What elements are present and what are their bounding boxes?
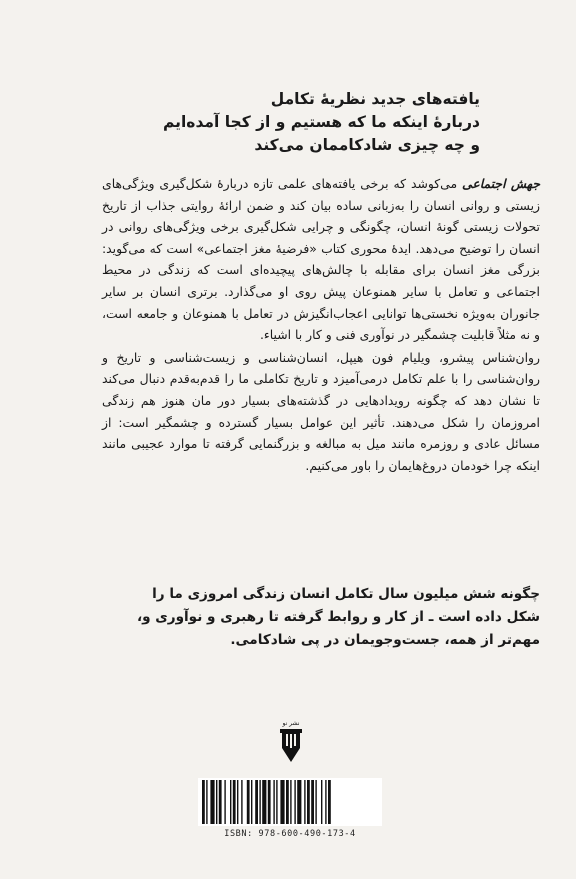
- publisher-logo-text: نشر نو: [282, 720, 300, 727]
- blurb-paragraph-1: [102, 173, 540, 346]
- headline-line-3: و چه چیزی شادکاممان می‌کند: [254, 136, 480, 154]
- publisher-logo-icon: [278, 718, 304, 766]
- blurb-body: [102, 173, 540, 476]
- blurb-paragraph-2: روان‌شناس پیشرو، ویلیام فون هیپل، انسان‌شناسی و زیست‌شناسی و تاریخ و روان‌شناسی را با علم تکامل درمی‌آمیزد و تاریخ تکاملی ما را قدم‌به‌قدم دنبال می‌کند تا نشان دهد که چگونه رویدادهایی در گذشته‌های بسیار دور مان هنوز هم زندگی امروزمان را شکل می‌دهند. تأثیر این عوامل بسیار گسترده و چشمگیر است: از مسائل عادی و روزمره مانند میل به مبالغه و بزرگنمایی گرفته تا موارد عجیبی مانند اینکه چرا خودمان دروغ‌هایمان را باور می‌کنیم.: [102, 349, 540, 473]
- closing-line-1: چگونه شش میلیون سال تکامل انسان زندگی امروزی ما را: [152, 586, 540, 602]
- book-title-inline: جهش اجتماعی: [462, 176, 541, 191]
- closing-statement: [100, 583, 540, 652]
- headline-line-1: یافته‌های جدید نظریهٔ تکامل: [270, 90, 480, 108]
- closing-line-3: مهم‌تر از همه، جست‌وجویمان در پی شادکامی.: [230, 632, 540, 648]
- closing-line-2: شکل داده است ـ از کار و روابط گرفته تا رهبری و نوآوری و،: [136, 609, 540, 625]
- barcode: [198, 778, 382, 826]
- blurb-paragraph-1-text: می‌کوشد که برخی یافته‌های علمی تازه دربارهٔ شکل‌گیری ویژگی‌های زیستی و روانی انسان را به‌زبانی ساده بیان کند و ضمن ارائهٔ روایتی جذاب از تاریخ تحولات زیستی گونهٔ انسان، چگونگی و چرایی شکل‌گیری برخی ویژگی‌های روانی در انسان را توضیح می‌دهد. ایدهٔ محوری کتاب «فرضیهٔ مغز اجتماعی» است که می‌گوید: بزرگی مغز انسان برای مقابله با چالش‌های پیچیده‌ای است که زندگی در محیط اجتماعی و تعامل با سایر همنوعان پیش روی او می‌گذارد. برتری انسان بر سایر جانوران به‌ویژه نخستی‌ها توانایی اعجاب‌انگیزش در تعامل با همنوعان و جامعه است، و نه مثلاً قابلیت چشمگیر در نوآوری فنی و کار با اشیاء.: [102, 176, 540, 343]
- headline: [120, 88, 480, 157]
- isbn-number: ISBN: 978-600-490-173-4: [224, 829, 356, 839]
- headline-line-2: دربارهٔ اینکه ما که هستیم و از کجا آمده‌ایم: [163, 113, 480, 131]
